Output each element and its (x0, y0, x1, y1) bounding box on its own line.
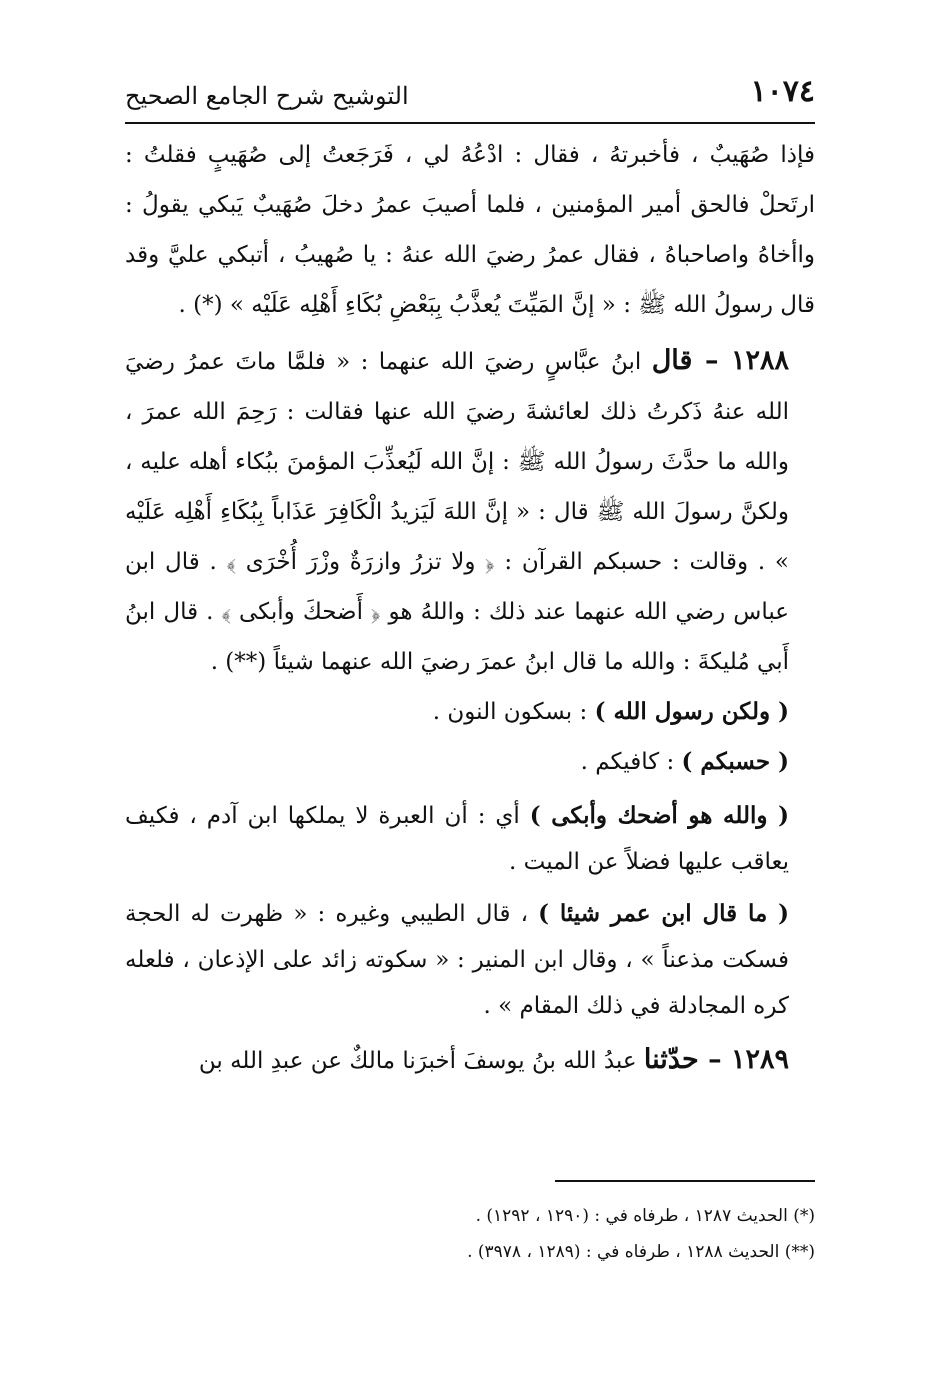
footnote-1: (*) الحديث ١٢٨٧ ، طرفاه في : (١٢٩٠ ، ١٢٩٢) . (475, 1206, 815, 1226)
hadith-number: ١٢٨٨ – قال (651, 345, 789, 376)
commentary-adhak (125, 793, 815, 885)
commentary-lemma: ( حسبكم ) (681, 748, 789, 775)
commentary-text: أي : أن العبرة لا يملكها ابن آدم ، فكيف يعاقب عليها فضلاً عن الميت . (125, 803, 789, 875)
commentary-text: ، قال الطيبي وغيره : « ظهرت له الحجة فسكت مذعناً » ، وقال ابن المنير : « سكوته زائد على الإذعان ، فلعله كره المجادلة في ذلك المقام » . (125, 901, 789, 1019)
commentary-lemma: ( والله هو أضحك وأبكى ) (529, 802, 789, 829)
commentary-lemma: ( ما قال ابن عمر شيئا ) (538, 900, 789, 927)
main-text (125, 130, 815, 1086)
page-header (125, 72, 815, 124)
paragraph-text: فإذا صُهَيبٌ ، فأخبرتهُ ، فقال : ادْعُهُ لي ، فَرَجَعتُ إلى صُهَيبٍ فقلتُ : ارتَحلْ فالحق أمير المؤمنين ، فلما أصيبَ عمرُ دخلَ صُهَيبٌ يَبكي يقولُ : واأخاهُ واصاحباهُ ، فقال عمرُ رضيَ الله عنهُ : يا صُهيبُ ، أتبكي عليَّ وقد قال رسولُ الله ﷺ : « إنَّ المَيِّتَ يُعذَّبُ بِبَعْضِ بُكَاءِ أَهْلِه عَلَيْه » (*) . (125, 142, 815, 318)
paragraph-text: عبدُ الله بنُ يوسفَ أخبرَنا مالكٌ عن عبدِ الله بن (198, 1048, 644, 1074)
footnote-2: (**) الحديث ١٢٨٨ ، طرفاه في : (١٢٨٩ ، ٣٩٧٨) . (467, 1242, 815, 1262)
hadith-1288 (125, 336, 815, 687)
hadith-1289 (125, 1035, 815, 1086)
paragraph-continuation (125, 130, 815, 330)
page-number: ١٠٧٤ (750, 74, 815, 109)
paragraph-text: ابنُ عبَّاسٍ رضيَ الله عنهما : « فلمَّا ماتَ عمرُ رضيَ الله عنهُ ذَكرتُ ذلك لعائشةَ رضيَ الله عنها فقالت : رَحِمَ الله عمرَ ، والله ما حدَّثَ رسولُ الله ﷺ : إنَّ الله لَيُعذِّبَ المؤمنَ ببُكاء أهله عليه ، ولكنَّ رسولَ الله ﷺ قال : « إنَّ اللهَ لَيَزيدُ الْكَافِرَ عَذَاباً بِبُكَاءِ أَهْلِه عَلَيْه » . وقالت : حسبكم القرآن : ﴿ ولا تزرُ وازرَةٌ وزْرَ أُخْرَى ﴾ . قال ابن عباس رضي الله عنهما عند ذلك : واللهُ هو ﴿ أَضحكَ وأبكى ﴾ . قال ابنُ أَبي مُليكةَ : والله ما قال ابنُ عمرَ رضيَ الله عنهما شيئاً (**) . (125, 349, 789, 675)
footnotes (300, 1198, 815, 1270)
footnote-separator (555, 1180, 815, 1182)
commentary-lemma: ( ولكن رسول الله ) (594, 698, 789, 725)
commentary-text: : بسكون النون . (432, 699, 595, 725)
commentary-text: : كافيكم . (580, 749, 682, 775)
commentary-rasul (125, 687, 815, 737)
hadith-number: ١٢٨٩ – حدّثنا (643, 1044, 789, 1075)
running-title: التوشيح شرح الجامع الصحيح (125, 82, 409, 110)
commentary-hasbukum (125, 737, 815, 787)
commentary-ibn-umar (125, 891, 815, 1029)
